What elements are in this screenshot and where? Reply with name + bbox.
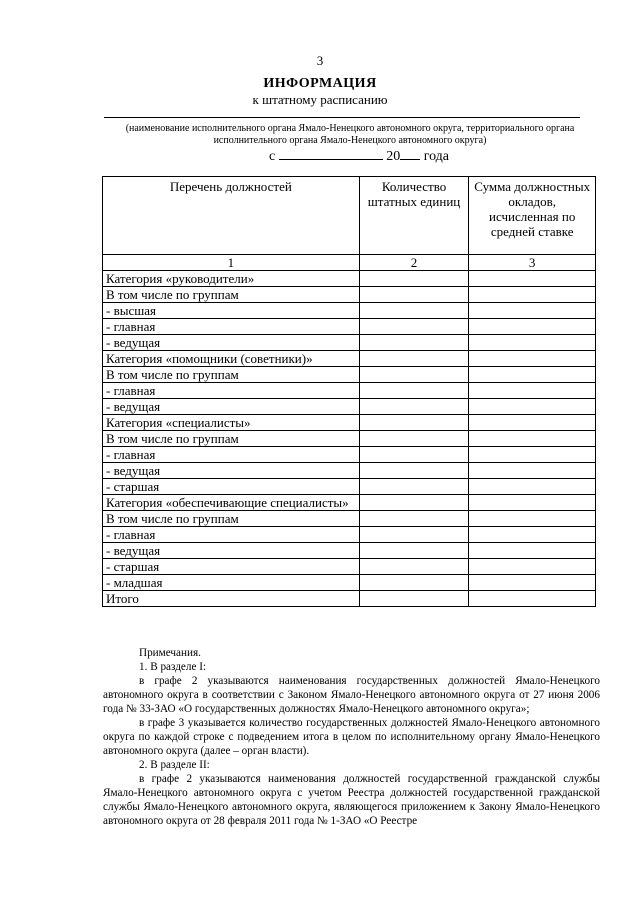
sum-cell bbox=[469, 479, 596, 495]
position-cell: Итого bbox=[103, 591, 360, 607]
position-cell: В том числе по группам bbox=[103, 287, 360, 303]
notes-section-2-heading: 2. В разделе II: bbox=[139, 759, 210, 771]
sum-cell bbox=[469, 559, 596, 575]
position-cell: - ведущая bbox=[103, 399, 360, 415]
count-cell bbox=[359, 399, 469, 415]
notes-section-1-heading: 1. В разделе I: bbox=[139, 661, 207, 673]
date-line bbox=[0, 147, 640, 165]
table-header-row bbox=[103, 177, 596, 255]
position-cell: В том числе по группам bbox=[103, 431, 360, 447]
table-row bbox=[103, 431, 596, 447]
column-number-row bbox=[103, 255, 596, 271]
date-blank bbox=[279, 147, 383, 160]
document-subtitle: к штатному расписанию bbox=[252, 92, 388, 107]
position-cell: Категория «помощники (советники)» bbox=[103, 351, 360, 367]
count-cell bbox=[359, 271, 469, 287]
sum-cell bbox=[469, 575, 596, 591]
date-year-prefix: 20 bbox=[386, 149, 401, 164]
table-row bbox=[103, 559, 596, 575]
position-cell: - главная bbox=[103, 527, 360, 543]
sum-cell bbox=[469, 367, 596, 383]
count-cell bbox=[359, 559, 469, 575]
position-cell: - младшая bbox=[103, 575, 360, 591]
sum-cell bbox=[469, 415, 596, 431]
table-row bbox=[103, 319, 596, 335]
table-row bbox=[103, 575, 596, 591]
table-row bbox=[103, 287, 596, 303]
sum-cell bbox=[469, 463, 596, 479]
position-cell: - высшая bbox=[103, 303, 360, 319]
note-paragraph: в графе 3 указывается количество государственных должностей Ямало-Ненецкого автономного округа по каждой строке с подведением итога в целом по исполнительному органу Ямало-Ненецкого автономного округа (далее – орган власти). bbox=[103, 717, 600, 757]
column-number: 1 bbox=[103, 255, 360, 271]
position-cell: - главная bbox=[103, 447, 360, 463]
table-row bbox=[103, 351, 596, 367]
table-row bbox=[103, 271, 596, 287]
count-cell bbox=[359, 479, 469, 495]
count-cell bbox=[359, 415, 469, 431]
count-cell bbox=[359, 543, 469, 559]
count-cell bbox=[359, 383, 469, 399]
count-cell bbox=[359, 511, 469, 527]
position-cell: В том числе по группам bbox=[103, 367, 360, 383]
position-cell: Категория «обеспечивающие специалисты» bbox=[103, 495, 360, 511]
table-row bbox=[103, 495, 596, 511]
table-row bbox=[103, 511, 596, 527]
sum-cell bbox=[469, 543, 596, 559]
sum-cell bbox=[469, 591, 596, 607]
table-row bbox=[103, 463, 596, 479]
count-cell bbox=[359, 527, 469, 543]
date-prefix: с bbox=[268, 149, 276, 164]
table-row bbox=[103, 367, 596, 383]
sum-cell bbox=[469, 287, 596, 303]
sum-cell bbox=[469, 527, 596, 543]
count-cell bbox=[359, 335, 469, 351]
table-row bbox=[103, 527, 596, 543]
position-cell: - ведущая bbox=[103, 335, 360, 351]
header-salary-sum: Сумма должностных окладов, исчисленная по средней ставке bbox=[469, 177, 596, 255]
table-row bbox=[103, 303, 596, 319]
count-cell bbox=[359, 447, 469, 463]
sum-cell bbox=[469, 431, 596, 447]
table-row bbox=[103, 399, 596, 415]
year-blank bbox=[400, 147, 420, 160]
table-row bbox=[103, 415, 596, 431]
position-cell: - старшая bbox=[103, 479, 360, 495]
position-cell: - главная bbox=[103, 383, 360, 399]
header-positions: Перечень должностей bbox=[103, 177, 360, 255]
sum-cell bbox=[469, 495, 596, 511]
note-paragraph: в графе 2 указываются наименования должностей государственной гражданской службы Ямало-Ненецкого автономного округа с учетом Реестра должностей государственной гражданской службы Ямало-Ненецкого автономного округа, являющегося приложением к Закону Ямало-Ненецкого автономного округа от 28 февраля 2011 года № 1-ЗАО «О Реестре bbox=[103, 773, 600, 827]
position-cell: - старшая bbox=[103, 559, 360, 575]
sum-cell bbox=[469, 511, 596, 527]
table-row bbox=[103, 479, 596, 495]
count-cell bbox=[359, 495, 469, 511]
count-cell bbox=[359, 431, 469, 447]
table-row bbox=[103, 447, 596, 463]
position-cell: Категория «специалисты» bbox=[103, 415, 360, 431]
count-cell bbox=[359, 575, 469, 591]
position-cell: В том числе по группам bbox=[103, 511, 360, 527]
note-paragraph: в графе 2 указываются наименования государственных должностей Ямало-Ненецкого автономного округа в соответствии с Законом Ямало-Ненецкого автономного округа от 27 июня 2006 года № 33-ЗАО «О государственных должностях Ямало-Ненецкого автономного округа»; bbox=[103, 675, 600, 715]
sum-cell bbox=[469, 319, 596, 335]
table-body bbox=[103, 271, 596, 607]
date-suffix: года bbox=[423, 149, 450, 164]
count-cell bbox=[359, 303, 469, 319]
page-number: 3 bbox=[316, 53, 324, 68]
organization-caption: (наименование исполнительного органа Ямало-Ненецкого автономного округа, территориального органа исполнительного органа Ямало-Ненецкого автономного округа) bbox=[125, 123, 575, 146]
sum-cell bbox=[469, 303, 596, 319]
count-cell bbox=[359, 319, 469, 335]
table-row bbox=[103, 591, 596, 607]
staff-table bbox=[102, 176, 596, 607]
table-row bbox=[103, 543, 596, 559]
position-cell: Категория «руководители» bbox=[103, 271, 360, 287]
count-cell bbox=[359, 367, 469, 383]
sum-cell bbox=[469, 335, 596, 351]
position-cell: - главная bbox=[103, 319, 360, 335]
position-cell: - ведущая bbox=[103, 543, 360, 559]
sum-cell bbox=[469, 383, 596, 399]
notes-section bbox=[103, 646, 600, 828]
column-number: 2 bbox=[359, 255, 469, 271]
organization-name-blank bbox=[104, 117, 580, 118]
sum-cell bbox=[469, 399, 596, 415]
table-row bbox=[103, 335, 596, 351]
count-cell bbox=[359, 351, 469, 367]
sum-cell bbox=[469, 447, 596, 463]
notes-heading: Примечания. bbox=[139, 647, 201, 659]
count-cell bbox=[359, 287, 469, 303]
position-cell: - ведущая bbox=[103, 463, 360, 479]
document-title: ИНФОРМАЦИЯ bbox=[263, 76, 377, 91]
count-cell bbox=[359, 463, 469, 479]
table-row bbox=[103, 383, 596, 399]
header-count: Количество штатных единиц bbox=[359, 177, 469, 255]
sum-cell bbox=[469, 271, 596, 287]
column-number: 3 bbox=[469, 255, 596, 271]
count-cell bbox=[359, 591, 469, 607]
sum-cell bbox=[469, 351, 596, 367]
